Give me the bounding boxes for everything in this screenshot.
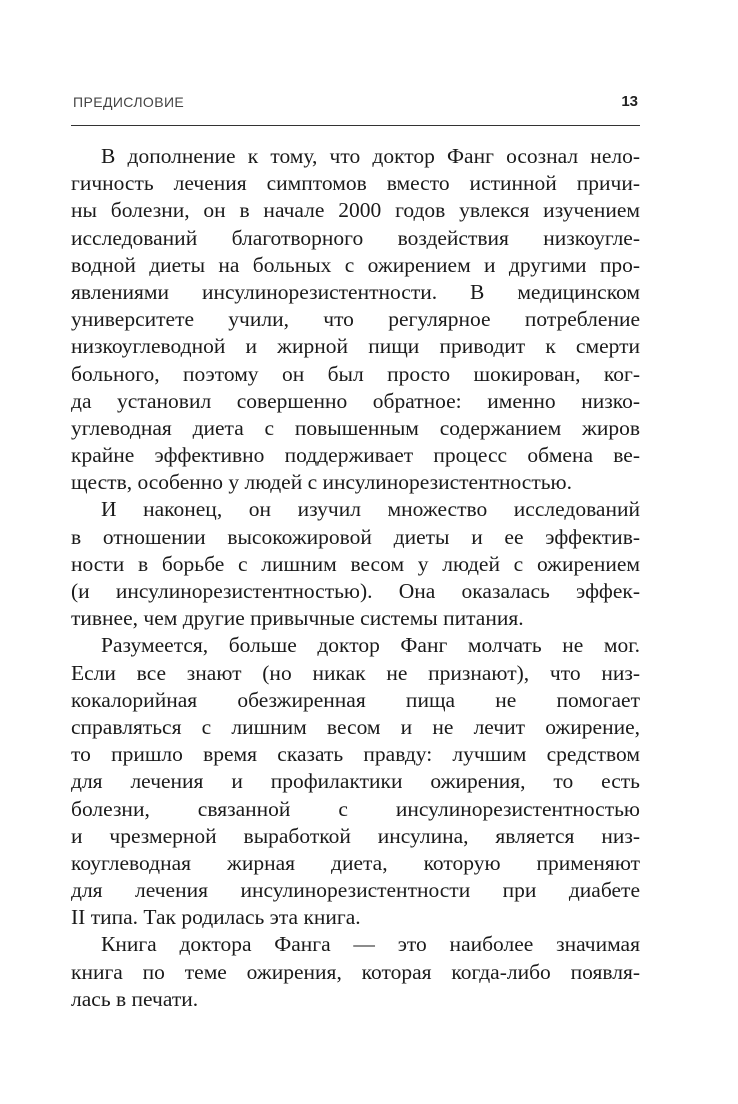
text-line: лась в печати. <box>71 986 199 1011</box>
text-line: для лечения инсулинорезистентности при диабете <box>71 878 640 903</box>
text-line: книга по теме ожирения, которая когда-либо появля- <box>71 959 640 984</box>
header-divider <box>71 125 640 126</box>
text-line: для лечения и профилактики ожирения, то есть <box>71 769 640 794</box>
text-line: Если все знают (но никак не признают), что низ- <box>71 660 640 685</box>
text-line: И наконец, он изучил множество исследований <box>101 497 640 522</box>
paragraph <box>71 143 640 496</box>
text-line: болезни, связанной с инсулинорезистентностью <box>71 796 640 821</box>
text-line: низкоуглеводной и жирной пищи приводит к смерти <box>71 334 640 359</box>
text-line: явлениями инсулинорезистентности. В медицинском <box>71 279 640 304</box>
page-number: 13 <box>621 93 638 110</box>
section-title: ПРЕДИСЛОВИЕ <box>73 94 185 110</box>
text-line: университете учили, что регулярное потребление <box>71 307 640 332</box>
text-line: справляться с лишним весом и не лечит ожирение, <box>71 714 640 739</box>
text-line: тивнее, чем другие привычные системы питания. <box>71 606 524 631</box>
text-line: гичность лечения симптомов вместо истинной причи- <box>71 171 640 196</box>
text-line: исследований благотворного воздействия низкоугле- <box>71 225 640 250</box>
paragraph <box>71 931 640 1013</box>
body-text <box>71 143 640 1013</box>
text-line: водной диеты на больных с ожирением и другими про- <box>71 252 640 277</box>
text-line: II типа. Так родилась эта книга. <box>71 905 361 930</box>
paragraph <box>71 496 640 632</box>
paragraph <box>71 632 640 931</box>
text-line: ществ, особенно у людей с инсулинорезистентностью. <box>71 470 572 495</box>
text-line: Разумеется, больше доктор Фанг молчать не мог. <box>101 633 640 658</box>
text-line: и чрезмерной выработкой инсулина, является низ- <box>71 823 640 848</box>
text-line: ны болезни, он в начале 2000 годов увлекся изучением <box>71 198 640 223</box>
text-line: больного, поэтому он был просто шокирован, ког- <box>71 361 640 386</box>
text-line: Книга доктора Фанга — это наиболее значимая <box>101 932 640 957</box>
text-line: кокалорийная обезжиренная пища не помогает <box>71 687 640 712</box>
text-line: в отношении высокожировой диеты и ее эффектив- <box>71 524 640 549</box>
text-line: ности в борьбе с лишним весом у людей с ожирением <box>71 551 640 576</box>
text-line: то пришло время сказать правду: лучшим средством <box>71 742 640 767</box>
text-line: (и инсулинорезистентностью). Она оказалась эффек- <box>71 579 640 603</box>
text-line: да установил совершенно обратное: именно низко- <box>71 388 640 413</box>
text-line: углеводная диета с повышенным содержанием жиров <box>71 415 640 440</box>
running-header <box>71 92 640 116</box>
text-line: коуглеводная жирная диета, которую применяют <box>71 850 640 875</box>
text-line: крайне эффективно поддерживает процесс обмена ве- <box>71 443 640 468</box>
text-line: В дополнение к тому, что доктор Фанг осознал нело- <box>101 144 640 168</box>
